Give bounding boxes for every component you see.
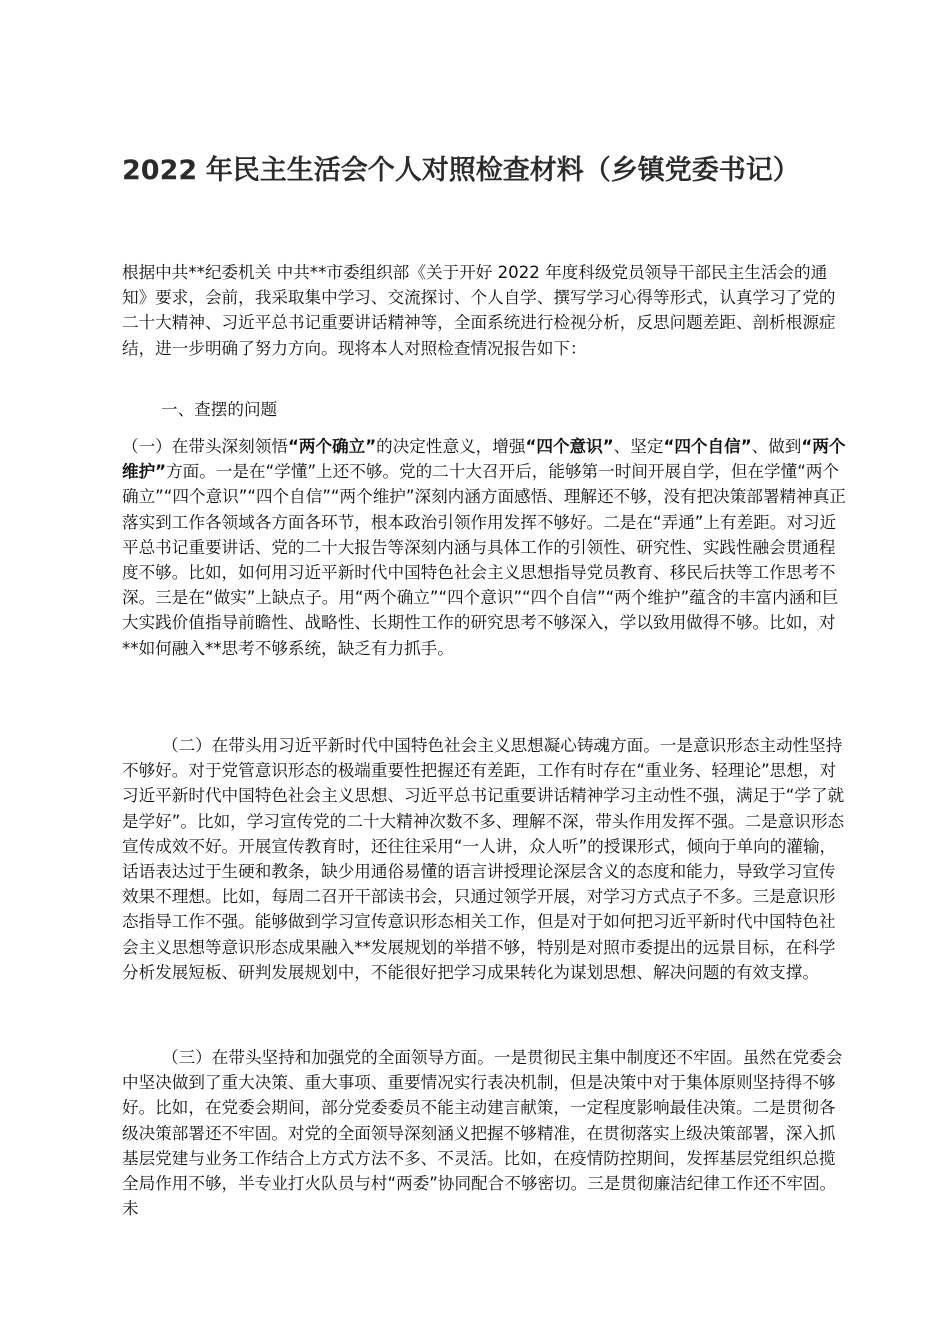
section-1-mid-2: 、坚定	[613, 437, 664, 456]
section-1-quote-3: “四个自信”	[663, 437, 752, 456]
section-1-paragraph	[122, 434, 850, 661]
title-text: 年民主生活会个人对照检查材料（乡镇党委书记）	[205, 155, 800, 186]
section-1-mid-1: 的决定性意义，增强	[376, 437, 526, 456]
section-1-prefix: （一）在带头深刻领悟	[122, 437, 288, 456]
section-1-quote-2: “四个意识”	[525, 437, 614, 456]
section-heading-problems: 一、查摆的问题	[161, 400, 278, 419]
section-3-paragraph: （三）在带头坚持和加强党的全面领导方面。一是贯彻民主集中制度还不牢固。虽然在党委会中坚决做到了重大决策、重大事项、重要情况实行表决机制，但是决策中对于集体原则坚持得不够好。比如，在党委会期间，部分党委委员不能主动建言献策，一定程度影响最佳决策。二是贯彻各级决策部署还不牢固。对党的全面领导深刻涵义把握不够精准，在贯彻落实上级决策部署，深入抓基层党建与业务工作结合上方式方法不多、不灵活。比如，在疫情防控期间，发挥基层党组织总揽全局作用不够，半专业打火队员与村“两委”协同配合不够密切。三是贯彻廉洁纪律工作还不牢固。未	[122, 1048, 843, 1219]
section-1-quote-1: “两个确立”	[287, 437, 377, 456]
section-1-mid-3: 、做到	[751, 437, 802, 456]
document-title	[122, 146, 822, 196]
section-1-rest: 方面。一是在“学懂”上还不够。党的二十大召开后，能够第一时间开展自学，但在学懂“两个确立”“四个意识”“四个自信”“两个维护”深刻内涵方面感悟、理解还不够，没有把决策部署精神真正落实到工作各领域各方面各环节，根本政治引领作用发挥不够好。二是在“弄通”上有差距。对习近平总书记重要讲话、党的二十大报告等深刻内涵与具体工作的引领性、研究性、实践性融会贯通程度不够。比如，如何用习近平新时代中国特色社会主义思想指导党员教育、移民后扶等工作思考不深。三是在“做实”上缺点子。用“两个确立”“四个意识”“四个自信”“两个维护”蕴含的丰富内涵和巨大实践价值指导前瞻性、战略性、长期性工作的研究思考不够深入，学以致用做得不够。比如，对**如何融入**思考不够系统，缺乏有力抓手。	[122, 462, 846, 658]
intro-paragraph: 根据中共**纪委机关 中共**市委组织部《关于开好 2022 年度科级党员领导干部民主生活会的通知》要求，会前，我采取集中学习、交流探讨、个人自学、撰写学习心得等形式，认真学习了党的二十大精神、习近平总书记重要讲话精神等，全面系统进行检视分析，反思问题差距、剖析根源症结，进一步明确了努力方向。现将本人对照检查情况报告如下：	[122, 263, 836, 358]
title-year: 2022	[122, 155, 198, 186]
section-1-quote-4: “两个维护”	[122, 437, 846, 482]
section-2-paragraph: （二）在带头用习近平新时代中国特色社会主义思想凝心铸魂方面。一是意识形态主动性坚持不够好。对于党管意识形态的极端重要性把握还有差距，工作有时存在“重业务、轻理论”思想，对习近平新时代中国特色社会主义思想、习近平总书记重要讲话精神学习主动性不强，满足于“学了就是学好”。比如，学习宣传党的二十大精神次数不多、理解不深，带头作用发挥不强。二是意识形态宣传成效不好。开展宣传教育时，还往往采用“一人讲，众人听”的授课形式，倾向于单向的灌输，话语表达过于生硬和教条，缺少用通俗易懂的语言讲授理论深层含义的态度和能力，导致学习宣传效果不理想。比如，每周二召开干部读书会，只通过领学开展，对学习方式点子不多。三是意识形态指导工作不强。能够做到学习宣传意识形态相关工作，但是对于如何把习近平新时代中国特色社会主义思想等意识形态成果融入**发展规划的举措不够，特别是对照市委提出的远景目标，在科学分析发展短板、研判发展规划中，不能很好把学习成果转化为谋划思想、解决问题的有效支撑。	[122, 736, 845, 982]
